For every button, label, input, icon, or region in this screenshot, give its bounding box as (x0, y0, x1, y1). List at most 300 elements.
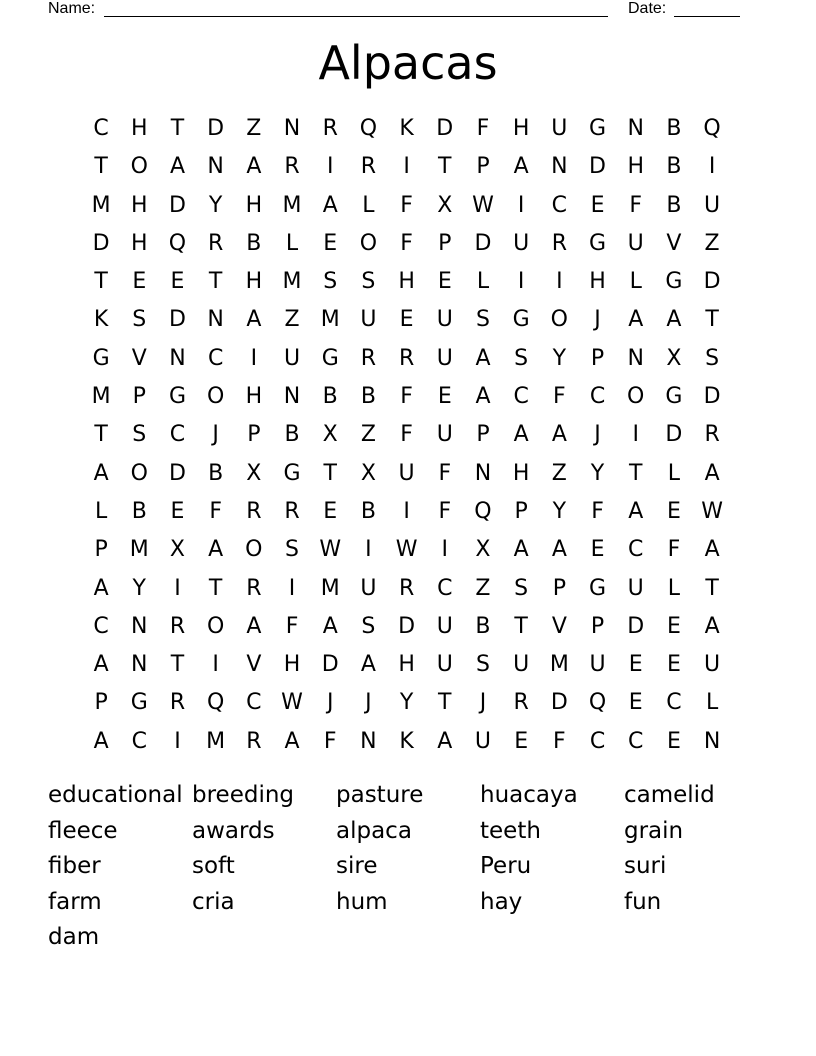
grid-letter: I (250, 345, 258, 371)
grid-letter: R (513, 690, 529, 716)
grid-letter: Z (360, 422, 376, 448)
grid-letter: R (208, 230, 224, 256)
grid-letter: F (438, 460, 452, 486)
grid-letter: A (246, 307, 262, 333)
grid-letter: Q (359, 116, 378, 141)
grid-letter: J (594, 422, 601, 448)
grid-letter: I (174, 575, 181, 601)
word-bank-item: fiber (48, 853, 101, 880)
grid-letter: B (666, 192, 682, 218)
grid-letter: L (667, 575, 681, 601)
grid-letter: U (436, 652, 453, 678)
word-bank-item: huacaya (480, 782, 578, 808)
word-bank-item: hay (480, 888, 523, 915)
grid-letter: D (398, 613, 416, 639)
grid-letter: F (400, 230, 413, 256)
grid-letter: A (208, 537, 224, 563)
grid-letter: A (628, 498, 644, 524)
grid-letter: G (589, 116, 607, 141)
grid-letter: A (169, 154, 185, 180)
grid-letter: C (93, 613, 109, 639)
grid-letter: O (130, 460, 148, 486)
grid-letter: N (627, 116, 644, 141)
grid-letter: O (130, 154, 148, 180)
grid-letter: T (438, 690, 452, 716)
grid-letter: D (92, 230, 110, 256)
grid-letter: G (92, 345, 110, 371)
grid-letter: R (169, 613, 186, 639)
grid-letter: D (168, 192, 186, 218)
grid-letter: A (246, 613, 262, 639)
grid-letter: D (436, 116, 454, 141)
grid-letter: R (284, 498, 300, 524)
grid-letter: F (438, 498, 452, 524)
word-bank-item: pasture (336, 782, 424, 808)
word-bank-item: Peru (480, 853, 532, 880)
grid-letter: L (667, 460, 681, 486)
word-bank-item: camelid (624, 782, 715, 808)
grid-letter: Z (704, 230, 720, 256)
grid-letter: N (703, 728, 721, 754)
grid-letter: Q (703, 116, 721, 141)
grid-letter: E (170, 498, 185, 524)
grid-letter: T (514, 613, 528, 639)
grid-letter: H (245, 384, 263, 410)
grid-letter: A (93, 575, 109, 601)
grid-letter: E (437, 384, 452, 410)
grid-letter: A (513, 154, 529, 180)
grid-letter: V (131, 345, 147, 371)
grid-letter: E (628, 690, 643, 716)
grid-letter: A (93, 652, 109, 678)
grid-letter: L (629, 269, 642, 295)
grid-letter: U (360, 575, 377, 601)
grid-letter: W (281, 690, 303, 716)
grid-letter: S (705, 345, 720, 371)
grid-letter: S (132, 307, 147, 333)
grid-letter: S (323, 269, 338, 295)
grid-letter: I (174, 728, 181, 754)
grid-letter: U (551, 116, 568, 141)
letter-grid (82, 110, 731, 761)
word-bank-item: teeth (480, 817, 541, 844)
grid-letter: J (594, 307, 601, 333)
grid-letter: F (209, 498, 222, 524)
grid-letter: B (322, 384, 338, 410)
grid-letter: X (666, 345, 682, 371)
grid-letter: R (322, 116, 338, 141)
grid-letter: X (322, 422, 338, 448)
grid-letter: F (629, 192, 643, 218)
word-bank-item: suri (624, 853, 667, 880)
grid-letter: U (474, 728, 492, 754)
grid-letter: K (93, 307, 109, 333)
grid-letter: H (245, 192, 263, 218)
grid-letter: E (132, 269, 147, 295)
grid-letter: U (627, 575, 644, 601)
grid-letter: Z (475, 575, 491, 601)
grid-letter: G (168, 384, 186, 410)
grid-letter: L (705, 690, 719, 716)
grid-letter: U (283, 345, 301, 371)
grid-letter: R (398, 575, 415, 601)
grid-letter: A (704, 460, 720, 486)
grid-letter: D (168, 307, 186, 333)
grid-letter: A (475, 384, 491, 410)
grid-letter: A (93, 728, 109, 754)
grid-letter: I (326, 154, 334, 180)
grid-letter: T (208, 575, 223, 601)
grid-letter: I (403, 154, 410, 180)
grid-letter: R (284, 154, 300, 180)
grid-letter: E (514, 728, 529, 754)
grid-letter: I (517, 269, 525, 295)
word-bank-item: soft (192, 853, 235, 880)
grid-letter: B (475, 613, 491, 639)
grid-letter: T (705, 575, 719, 601)
grid-letter: D (703, 269, 721, 295)
grid-letter: M (129, 537, 149, 563)
grid-letter: R (246, 498, 262, 524)
grid-letter: H (131, 230, 148, 256)
grid-letter: A (628, 307, 644, 333)
grid-letter: C (131, 728, 147, 754)
grid-letter: F (285, 613, 299, 639)
grid-letter: I (556, 269, 563, 295)
grid-letter: B (666, 116, 682, 141)
grid-letter: Z (551, 460, 567, 486)
grid-letter: A (360, 652, 376, 678)
name-label: Name: (48, 0, 96, 17)
grid-letter: B (284, 422, 300, 448)
grid-letter: F (400, 384, 413, 410)
grid-letter: T (170, 652, 185, 678)
grid-letter: U (436, 345, 453, 371)
grid-letter: W (701, 498, 723, 524)
grid-letter: G (589, 575, 607, 601)
grid-letter: B (360, 498, 376, 524)
grid-letter: E (666, 728, 681, 754)
grid-letter: C (513, 384, 529, 410)
grid-letter: C (628, 728, 644, 754)
grid-letter: P (514, 498, 528, 524)
grid-letter: E (666, 613, 681, 639)
grid-letter: T (438, 154, 452, 180)
grid-letter: T (170, 116, 185, 141)
grid-letter: N (551, 154, 568, 180)
grid-letter: H (398, 269, 415, 295)
grid-letter: H (131, 116, 148, 141)
grid-letter: N (131, 613, 148, 639)
grid-letter: S (514, 345, 529, 371)
grid-letter: Q (474, 498, 492, 524)
grid-letter: C (551, 192, 568, 218)
grid-letter: C (666, 690, 682, 716)
grid-letter: W (319, 537, 342, 563)
grid-letter: P (476, 422, 490, 448)
grid-letter: D (207, 116, 225, 141)
grid-letter: Y (552, 498, 567, 524)
word-bank-item: hum (336, 888, 388, 915)
grid-letter: A (246, 154, 262, 180)
grid-letter: R (360, 154, 377, 180)
grid-letter: A (666, 307, 682, 333)
grid-letter: F (400, 422, 413, 448)
grid-letter: U (513, 652, 530, 678)
grid-letter: U (436, 307, 453, 333)
word-bank-item: cria (192, 888, 235, 915)
grid-letter: P (94, 537, 108, 563)
grid-letter: Y (399, 690, 414, 716)
grid-letter: F (667, 537, 681, 563)
grid-letter: M (282, 269, 302, 295)
grid-letter: U (436, 422, 453, 448)
grid-letter: V (246, 652, 262, 678)
grid-letter: S (285, 537, 300, 563)
grid-letter: E (170, 269, 185, 295)
grid-letter: E (399, 307, 414, 333)
grid-letter: T (94, 422, 108, 448)
grid-letter: C (169, 422, 186, 448)
grid-letter: H (627, 154, 644, 180)
grid-letter: C (93, 116, 109, 141)
grid-letter: C (628, 537, 644, 563)
grid-letter: J (479, 690, 487, 716)
grid-letter: H (512, 460, 530, 486)
grid-letter: L (476, 269, 490, 295)
grid-letter: U (398, 460, 415, 486)
word-bank-item: alpaca (336, 817, 412, 844)
grid-letter: X (475, 537, 491, 563)
grid-letter: G (512, 307, 530, 333)
grid-letter: L (285, 230, 299, 256)
grid-letter: F (553, 728, 566, 754)
grid-letter: U (513, 230, 530, 256)
grid-letter: M (320, 307, 340, 333)
grid-letter: B (360, 384, 376, 410)
grid-letter: I (708, 154, 716, 180)
grid-letter: F (553, 384, 566, 410)
grid-letter: H (283, 652, 301, 678)
grid-letter: E (323, 498, 338, 524)
page-title: Alpacas (318, 36, 498, 90)
grid-letter: D (589, 154, 606, 180)
word-bank-item: fun (624, 888, 662, 915)
grid-letter: Y (552, 345, 567, 371)
grid-letter: Y (132, 575, 146, 601)
word-bank-item: awards (192, 817, 275, 844)
grid-letter: Q (168, 230, 187, 256)
grid-letter: O (206, 613, 225, 639)
grid-letter: F (400, 192, 413, 218)
grid-letter: I (517, 192, 525, 218)
grid-letter: B (208, 460, 224, 486)
grid-letter: R (704, 422, 720, 448)
grid-letter: C (246, 690, 262, 716)
grid-letter: Q (206, 690, 225, 716)
grid-letter: O (359, 230, 378, 256)
grid-letter: N (283, 116, 301, 141)
grid-letter: E (666, 652, 681, 678)
grid-letter: I (212, 652, 219, 678)
grid-letter: A (513, 422, 529, 448)
word-bank-item: fleece (48, 817, 118, 844)
grid-letter: S (514, 575, 529, 601)
grid-letter: C (589, 384, 606, 410)
grid-letter: H (398, 652, 415, 678)
worksheet-header (0, 0, 816, 20)
grid-letter: E (666, 498, 681, 524)
grid-letter: C (437, 575, 453, 601)
grid-letter: A (551, 537, 567, 563)
grid-letter: B (666, 154, 682, 180)
word-bank-item: breeding (192, 782, 295, 808)
grid-letter: T (323, 460, 337, 486)
grid-letter: R (169, 690, 186, 716)
grid-letter: A (704, 613, 720, 639)
grid-letter: N (207, 154, 224, 180)
grid-letter: O (550, 307, 568, 333)
grid-letter: U (704, 192, 721, 218)
grid-letter: G (665, 269, 683, 295)
grid-letter: A (93, 460, 109, 486)
grid-letter: F (476, 116, 490, 141)
grid-letter: E (437, 269, 452, 295)
grid-letter: I (403, 498, 410, 524)
grid-letter: N (169, 345, 186, 371)
grid-letter: W (472, 192, 494, 218)
grid-letter: A (513, 537, 529, 563)
grid-letter: O (627, 384, 645, 410)
grid-letter: T (208, 269, 223, 295)
grid-letter: E (628, 652, 643, 678)
grid-letter: T (94, 269, 108, 295)
grid-letter: U (627, 230, 644, 256)
grid-letter: R (551, 230, 567, 256)
grid-letter: E (590, 192, 605, 218)
grid-letter: H (589, 269, 606, 295)
grid-letter: D (627, 613, 645, 639)
word-bank-item: farm (48, 888, 102, 915)
grid-letter: Z (284, 307, 300, 333)
grid-letter: A (704, 537, 720, 563)
grid-letter: G (321, 345, 339, 371)
grid-letter: U (704, 652, 721, 678)
grid-letter: X (437, 192, 453, 218)
grid-letter: A (322, 192, 338, 218)
grid-letter: N (207, 307, 224, 333)
grid-letter: U (360, 307, 377, 333)
grid-letter: N (474, 460, 492, 486)
grid-letter: B (246, 230, 262, 256)
grid-letter: P (132, 384, 146, 410)
grid-letter: E (590, 537, 605, 563)
grid-letter: W (395, 537, 418, 563)
grid-letter: Y (590, 460, 605, 486)
grid-letter: X (360, 460, 376, 486)
grid-letter: K (399, 728, 414, 754)
grid-letter: D (168, 460, 186, 486)
grid-letter: D (665, 422, 683, 448)
grid-letter: H (512, 116, 530, 141)
grid-letter: M (91, 192, 111, 218)
date-label: Date: (628, 0, 667, 17)
grid-letter: X (169, 537, 185, 563)
grid-letter: P (438, 230, 452, 256)
grid-letter: O (206, 384, 225, 410)
grid-letter: T (628, 460, 643, 486)
grid-letter: X (246, 460, 262, 486)
grid-letter: R (360, 345, 377, 371)
word-bank-item: sire (336, 853, 378, 880)
grid-letter: N (131, 652, 148, 678)
grid-letter: P (552, 575, 566, 601)
grid-letter: A (437, 728, 453, 754)
grid-letter: G (130, 690, 148, 716)
grid-letter: D (321, 652, 339, 678)
grid-letter: P (590, 613, 605, 639)
grid-letter: A (284, 728, 300, 754)
grid-letter: N (360, 728, 377, 754)
grid-letter: T (94, 154, 108, 180)
grid-letter: V (551, 613, 567, 639)
grid-letter: N (627, 345, 644, 371)
grid-letter: P (476, 154, 490, 180)
grid-letter: G (665, 384, 683, 410)
grid-letter: J (365, 690, 372, 716)
grid-letter: J (212, 422, 219, 448)
grid-letter: D (474, 230, 492, 256)
grid-letter: J (326, 690, 334, 716)
grid-letter: I (365, 537, 372, 563)
grid-letter: L (94, 498, 108, 524)
grid-letter: Q (588, 690, 607, 716)
word-bank-item: grain (624, 817, 684, 844)
grid-letter: G (589, 230, 607, 256)
grid-letter: S (132, 422, 147, 448)
grid-letter: I (441, 537, 449, 563)
grid-letter: M (206, 728, 226, 754)
grid-letter: N (283, 384, 301, 410)
grid-letter: U (436, 613, 453, 639)
word-bank-item: dam (48, 924, 100, 951)
grid-letter: D (550, 690, 568, 716)
grid-letter: S (475, 307, 490, 333)
word-bank-item: educational (48, 782, 183, 808)
grid-letter: Y (208, 192, 223, 218)
grid-letter: D (703, 384, 721, 410)
grid-letter: R (246, 575, 262, 601)
grid-letter: M (549, 652, 569, 678)
grid-letter: I (288, 575, 296, 601)
grid-letter: C (207, 345, 224, 371)
name-blank-line (104, 16, 608, 17)
grid-letter: A (322, 613, 338, 639)
grid-letter: P (590, 345, 605, 371)
grid-letter: S (475, 652, 490, 678)
word-bank (48, 778, 768, 956)
grid-letter: B (131, 498, 147, 524)
grid-letter: U (589, 652, 606, 678)
grid-letter: Z (246, 116, 262, 141)
grid-letter: T (705, 307, 719, 333)
grid-letter: G (283, 460, 301, 486)
grid-letter: A (475, 345, 491, 371)
grid-letter: L (362, 192, 375, 218)
grid-letter: F (323, 728, 337, 754)
grid-letter: H (245, 269, 263, 295)
grid-letter: M (91, 384, 111, 410)
